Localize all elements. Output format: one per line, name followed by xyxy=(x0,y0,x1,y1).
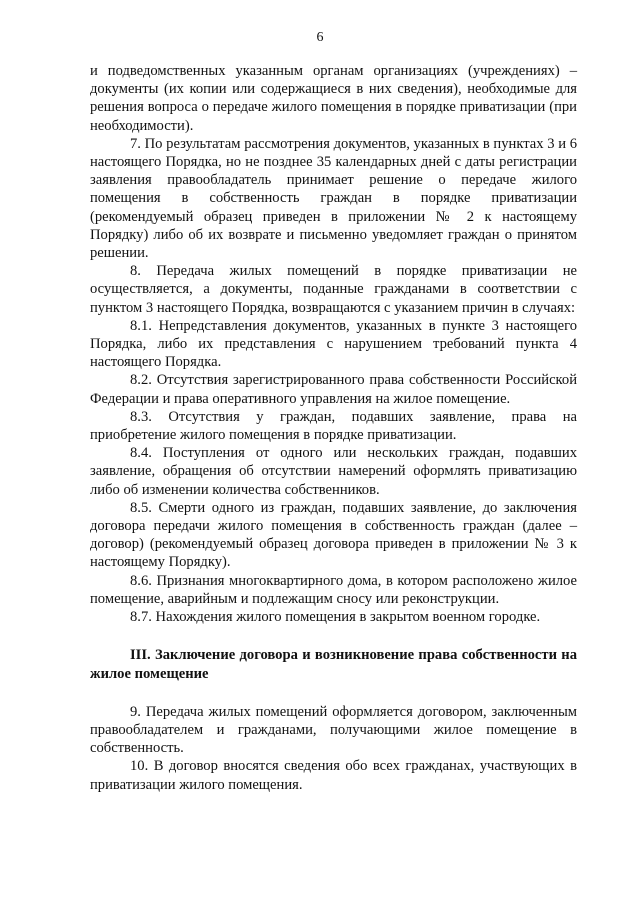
document-body xyxy=(90,62,577,794)
paragraph-item-8-4: 8.4. Поступления от одного или нескольких граждан, подавших заявление, обращения об отсутствии намерений оформлять приватизацию либо об изменении количества собственников. xyxy=(90,445,577,498)
page-number: 6 xyxy=(316,30,324,45)
paragraph-item-8-1: 8.1. Непредставления документов, указанных в пункте 3 настоящего Порядка, либо их представления с нарушением требований пункта 4 настоящего Порядка. xyxy=(90,317,577,371)
paragraph-item-7: 7. По результатам рассмотрения документов, указанных в пунктах 3 и 6 настоящего Порядка, но не позднее 35 календарных дней с даты регистрации заявления правообладатель принимает решение о передаче жилого помещения в собственность граждан в порядке приватизации (рекомендуемый образец приведен в приложении № 2 к настоящему Порядку) либо об их возврате и письменно уведомляет граждан о принятом решении. xyxy=(90,135,577,262)
paragraph-continuation: и подведомственных указанным органам организациях (учреждениях) – документы (их копии или содержащиеся в них сведения), необходимые для решения вопроса о передаче жилого помещения в порядке приватизации (при необходимости). xyxy=(90,63,577,134)
section-heading: III. Заключение договора и возникновение права собственности на жилое помещение xyxy=(90,647,577,682)
paragraph-item-8-7: 8.7. Нахождения жилого помещения в закрытом военном городке. xyxy=(130,609,541,626)
paragraph-item-8-3: 8.3. Отсутствия у граждан, подавших заявление, права на приобретение жилого помещения в порядке приватизации. xyxy=(90,408,577,444)
paragraph-item-10: 10. В договор вносятся сведения обо всех гражданах, участвующих в приватизации жилого помещения. xyxy=(90,758,577,793)
spacer xyxy=(90,626,577,646)
paragraph-item-8: 8. Передача жилых помещений в порядке приватизации не осуществляется, а документы, поданные гражданами в соответствии с пунктом 3 настоящего Порядка, возвращаются с указанием причин в случаях: xyxy=(90,263,577,316)
spacer xyxy=(90,683,577,703)
paragraph-item-8-2: 8.2. Отсутствия зарегистрированного права собственности Российской Федерации и права оперативного управления на жилое помещение. xyxy=(90,372,577,407)
paragraph-item-8-5: 8.5. Смерти одного из граждан, подавших заявление, до заключения договора передачи жилого помещения в собственность граждан (далее – договор) (рекомендуемый образец договора приведен в приложении № 3 к настоящему Порядку). xyxy=(90,499,577,571)
paragraph-item-9: 9. Передача жилых помещений оформляется договором, заключенным правообладателем и гражданами, получающими жилое помещение в собственность. xyxy=(90,703,577,757)
paragraph-item-8-6: 8.6. Признания многоквартирного дома, в котором расположено жилое помещение, аварийным и подлежащим сносу или реконструкции. xyxy=(90,572,577,607)
